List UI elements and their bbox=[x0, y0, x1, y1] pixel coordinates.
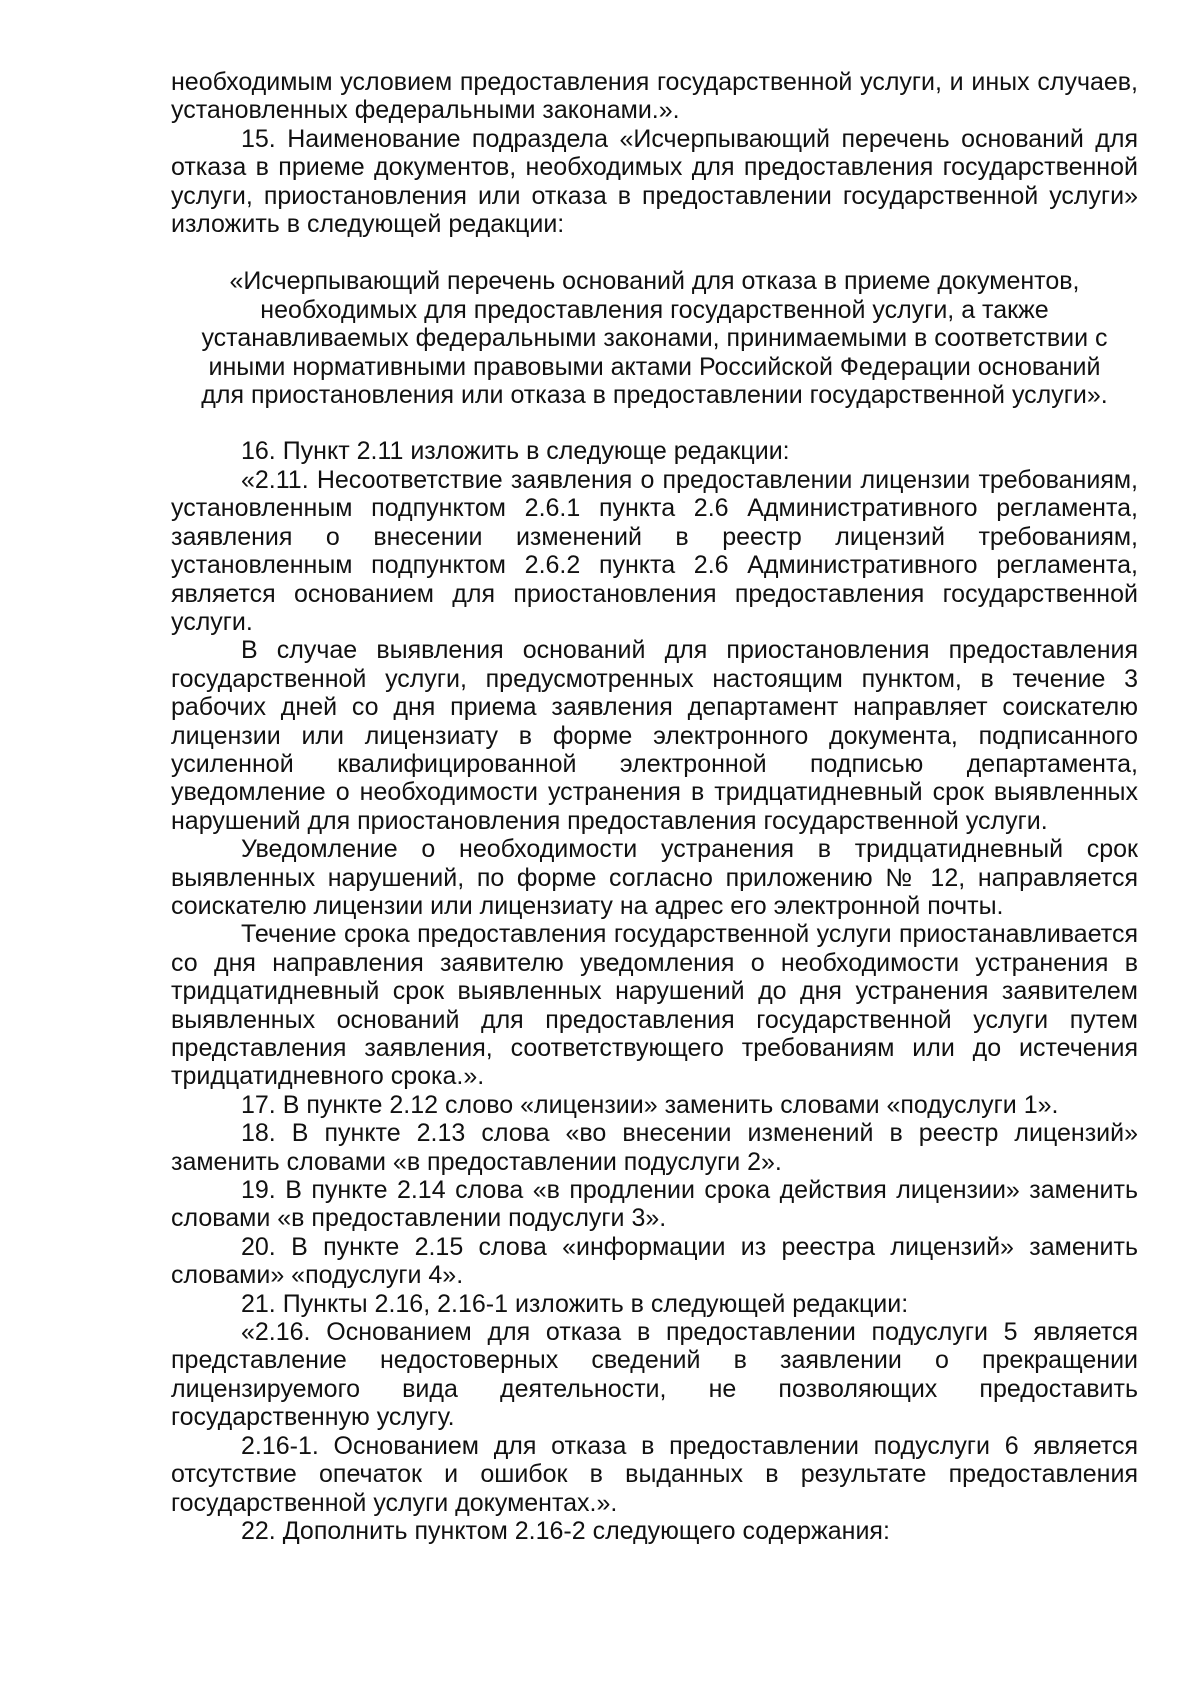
paragraph-term-suspension: Течение срока предоставления государственной услуги приостанавливается со дня направления заявителю уведомления о необходимости устранения в тридцатидневный срок выявленных нарушений до дня устранения заявителем выявленных оснований для предоставления государственной услуги путем представления заявления, соответствующего требованиям или до истечения тридцатидневного срока.». bbox=[171, 920, 1138, 1091]
subsection-title-block bbox=[171, 267, 1138, 409]
subsection-title-line: необходимых для предоставления государственной услуги, а также bbox=[260, 295, 1049, 324]
subsection-title-line: для приостановления или отказа в предоставлении государственной услуги». bbox=[201, 381, 1108, 410]
paragraph-item-15: 15. Наименование подраздела «Исчерпывающий перечень оснований для отказа в приеме документов, необходимых для предоставления государственной услуги, приостановления или отказа в предоставлении государственной услуги» изложить в следующей редакции: bbox=[171, 124, 1138, 239]
paragraph-notification: Уведомление о необходимости устранения в тридцатидневный срок выявленных нарушений, по форме согласно приложению № 12, направляется соискателю лицензии или лицензиату на адрес его электронной почты. bbox=[171, 835, 1138, 920]
paragraph-clause-2-11: «2.11. Несоответствие заявления о предоставлении лицензии требованиям, установленным подпунктом 2.6.1 пункта 2.6 Административного регламента, заявления о внесении изменений в реестр лицензий требованиям, установленным подпунктом 2.6.2 пункта 2.6 Административного регламента, является основанием для приостановления предоставления государственной услуги. bbox=[171, 465, 1138, 636]
paragraph-item-22: 22. Дополнить пунктом 2.16-2 следующего содержания: bbox=[241, 1516, 890, 1545]
subsection-title-line: устанавливаемых федеральными законами, принимаемыми в соответствии с bbox=[201, 324, 1108, 353]
paragraph-item-21: 21. Пункты 2.16, 2.16-1 изложить в следующей редакции: bbox=[241, 1289, 909, 1318]
paragraph-clause-2-16-1: 2.16-1. Основанием для отказа в предоставлении подуслуги 6 является отсутствие опечаток и ошибок в выданных в результате предоставления государственной услуги документах.». bbox=[171, 1431, 1138, 1517]
subsection-title-line: «Исчерпывающий перечень оснований для отказа в приеме документов, bbox=[229, 267, 1080, 296]
paragraph-continuation: необходимым условием предоставления государственной услуги, и иных случаев, установленных федеральными законами.». bbox=[171, 68, 1138, 125]
subsection-title-line: иными нормативными правовыми актами Российской Федерации оснований bbox=[208, 352, 1101, 381]
paragraph-item-19: 19. В пункте 2.14 слова «в продлении срока действия лицензии» заменить словами «в предоставлении подуслуги 3». bbox=[171, 1176, 1138, 1233]
paragraph-item-20: 20. В пункте 2.15 слова «информации из реестра лицензий» заменить словами» «подуслуги 4». bbox=[171, 1232, 1138, 1290]
paragraph-item-17: 17. В пункте 2.12 слово «лицензии» заменить словами «подуслуги 1». bbox=[241, 1090, 1059, 1119]
paragraph-item-18: 18. В пункте 2.13 слова «во внесении изменений в реестр лицензий» заменить словами «в предоставлении подуслуги 2». bbox=[171, 1119, 1138, 1176]
paragraph-suspension-case: В случае выявления оснований для приостановления предоставления государственной услуги, предусмотренных настоящим пунктом, в течение 3 рабочих дней со дня приема заявления департамент направляет соискателю лицензии или лицензиату в форме электронного документа, подписанного усиленной квалифицированной электронной подписью департамента, уведомление о необходимости устранения в тридцатидневный срок выявленных нарушений для приостановления предоставления государственной услуги. bbox=[171, 636, 1138, 835]
document-page bbox=[171, 68, 1138, 1545]
paragraph-clause-2-16: «2.16. Основанием для отказа в предоставлении подуслуги 5 является представление недостоверных сведений в заявлении о прекращении лицензируемого вида деятельности, не позволяющих предоставить государственную услугу. bbox=[171, 1318, 1138, 1432]
paragraph-item-16: 16. Пункт 2.11 изложить в следующе редакции: bbox=[241, 437, 790, 466]
